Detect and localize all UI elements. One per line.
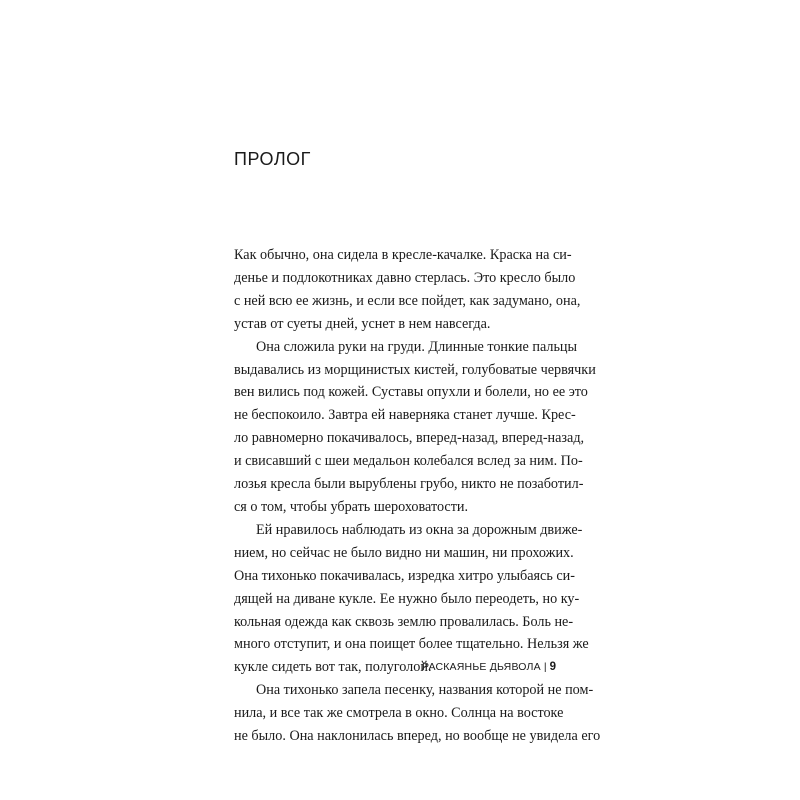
paragraph-2 bbox=[234, 336, 596, 519]
page-number: 9 bbox=[549, 661, 556, 673]
text-line: вен вились под кожей. Суставы опухли и болели, но ее это bbox=[234, 384, 588, 401]
paragraph-1 bbox=[234, 244, 581, 336]
text-line: с ней всю ее жизнь, и если все пойдет, как задумано, она, bbox=[234, 292, 581, 309]
text-line: устав от суеты дней, уснет в нем навсегда. bbox=[234, 315, 491, 332]
text-line: много отступит, и она поищет более тщательно. Нельзя же bbox=[234, 636, 589, 653]
text-line: и свисавший с шеи медальон колебался вслед за ним. По- bbox=[234, 453, 583, 470]
text-line: не было. Она наклонилась вперед, но вообще не увидела его bbox=[234, 728, 601, 745]
text-line: Она тихонько запела песенку, названия которой не пом- bbox=[256, 682, 594, 699]
text-line: не беспокоило. Завтра ей наверняка станет лучше. Крес- bbox=[234, 407, 576, 424]
running-footer-book-title: РАСКАЯНЬЕ ДЬЯВОЛА bbox=[421, 661, 541, 673]
text-line: денье и подлокотниках давно стерлась. Это кресло было bbox=[234, 269, 576, 286]
text-line: Она сложила руки на груди. Длинные тонкие пальцы bbox=[256, 338, 578, 355]
running-footer-separator: | bbox=[543, 661, 547, 673]
text-line: нием, но сейчас не было видно ни машин, ни прохожих. bbox=[234, 544, 574, 561]
text-line: Как обычно, она сидела в кресле-качалке. Краска на си- bbox=[234, 247, 572, 263]
paragraph-3 bbox=[234, 519, 589, 679]
running-footer bbox=[422, 660, 556, 674]
chapter-title: ПРОЛОГ bbox=[234, 149, 311, 169]
text-line: дящей на диване кукле. Ее нужно было переодеть, но ку- bbox=[234, 590, 580, 607]
text-line: лозья кресла были вырублены грубо, никто не позаботил- bbox=[234, 476, 584, 493]
text-line: нила, и все так же смотрела в окно. Солнца на востоке bbox=[234, 705, 564, 722]
text-line: кукле сидеть вот так, полуголой. bbox=[234, 659, 432, 676]
paragraph-4 bbox=[234, 679, 601, 748]
text-line: Ей нравилось наблюдать из окна за дорожным движе- bbox=[256, 521, 583, 538]
text-line: Она тихонько покачивалась, изредка хитро улыбаясь си- bbox=[234, 567, 575, 584]
text-line: ся о том, чтобы убрать шероховатости. bbox=[234, 498, 469, 515]
text-line: ло равномерно покачивалось, вперед-назад, вперед-назад, bbox=[234, 430, 585, 447]
text-line: выдавались из морщинистых кистей, голубоватые червячки bbox=[234, 361, 596, 378]
text-line: кольная одежда как сквозь землю провалилась. Боль не- bbox=[234, 613, 574, 630]
